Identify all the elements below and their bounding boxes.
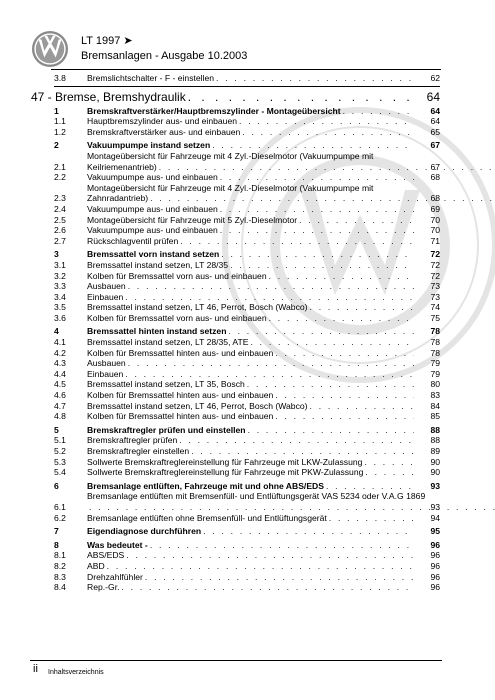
toc-entry-label: Rückschlagventil prüfen — [87, 235, 179, 246]
toc-entry-number: 3 — [54, 249, 59, 260]
toc-entry-page: 96 — [430, 560, 440, 571]
leader-dots — [365, 467, 414, 478]
toc-entry-number: 1.2 — [54, 126, 66, 137]
toc-entry-page: 95 — [430, 526, 440, 537]
toc-entry-label: Bremssattel vorn instand setzen — [87, 249, 220, 260]
toc-entry-label: Kolben für Bremssattel vorn aus- und einbauen — [87, 312, 267, 323]
toc-entry[interactable] — [54, 204, 440, 215]
toc-entry-number: 7 — [54, 526, 59, 537]
toc-entry[interactable] — [54, 550, 440, 561]
toc-entry-page: 74 — [430, 302, 440, 313]
toc-entry[interactable] — [54, 337, 440, 348]
toc-entry-page: 83 — [430, 390, 440, 401]
page-header — [31, 30, 441, 68]
leader-dots — [159, 162, 495, 173]
toc-entry-page: 71 — [430, 235, 440, 246]
toc-entry-number: 4.3 — [54, 358, 66, 369]
toc-entry[interactable] — [54, 435, 440, 446]
toc-entry-page: 69 — [430, 203, 440, 214]
toc-entry-label: ABS/EDS — [87, 550, 125, 561]
leader-dots — [242, 127, 414, 138]
toc-entry-number: 4.4 — [54, 368, 66, 379]
toc-entry-number: 6.2 — [54, 512, 66, 523]
leader-dots — [248, 425, 414, 436]
toc-entry-page: 96 — [430, 582, 440, 593]
leader-dots — [125, 369, 414, 380]
toc-entry-label: Ausbauen — [87, 358, 126, 369]
toc-entry-number: 3.8 — [54, 73, 66, 83]
toc-entry[interactable] — [54, 260, 440, 271]
toc-entry[interactable] — [54, 411, 440, 422]
leader-dots — [220, 225, 414, 236]
toc-entry-number: 5.3 — [54, 456, 66, 467]
toc-entry-page: 68 — [430, 172, 440, 183]
toc-entry-page: 88 — [430, 424, 440, 435]
toc-entry-number: 2.5 — [54, 214, 66, 225]
toc-entry-page: 72 — [430, 249, 440, 260]
toc-entry-number: 4.6 — [54, 390, 66, 401]
toc-entry-number: 2 — [54, 140, 59, 151]
toc-entry-page: 84 — [430, 400, 440, 411]
leader-dots — [326, 481, 414, 492]
toc-entry-page: 72 — [430, 270, 440, 281]
toc-entry-number: 1 — [54, 105, 59, 116]
toc-entry-label: Bremssattel instand setzen, LT 46, Perrot, Bosch (Wabco) — [87, 400, 308, 411]
leader-dots — [269, 271, 414, 282]
toc-entry[interactable] — [54, 379, 440, 390]
leader-dots — [179, 435, 414, 446]
toc-entry[interactable] — [54, 151, 440, 172]
toc-entry-number: 4.1 — [54, 337, 66, 348]
toc-entry[interactable] — [54, 292, 440, 303]
toc-entry-page: 73 — [430, 291, 440, 302]
toc-entry-number: 3.2 — [54, 270, 66, 281]
toc-entry-page: 90 — [430, 456, 440, 467]
toc-entry-page: 93 — [430, 501, 440, 512]
leader-dots — [310, 302, 414, 313]
toc-entry-label: Kolben für Bremssattel vorn aus- und einbauen — [87, 270, 267, 281]
toc-entry[interactable] — [54, 313, 440, 324]
toc-entry-page: 70 — [430, 225, 440, 236]
toc-entry-label: Was bedeutet - — [87, 539, 148, 550]
toc-entry-label: Bremskraftregler einstellen — [87, 446, 190, 456]
toc-entry-label: Kolben für Bremssattel hinten aus- und einbauen — [87, 347, 274, 358]
leader-dots — [212, 140, 414, 151]
toc-entry-label: Bremssattel instand setzen, LT 35, Bosch — [87, 379, 245, 390]
leader-dots — [150, 193, 495, 204]
toc-entry-number: 4.8 — [54, 411, 66, 422]
leader-dots — [150, 540, 414, 551]
header-divider — [51, 69, 441, 70]
toc-entry[interactable] — [54, 249, 440, 260]
leader-dots — [220, 204, 414, 215]
toc-entry-number: 8.3 — [54, 571, 66, 582]
toc-entry[interactable] — [54, 481, 440, 492]
footer-label: Inhaltsverzeichnis — [48, 669, 104, 676]
leader-dots — [275, 390, 414, 401]
toc-entry-number: 4.2 — [54, 347, 66, 358]
toc-entry[interactable] — [54, 526, 440, 537]
leader-dots — [203, 526, 414, 537]
toc-entry-page: 64 — [430, 116, 440, 127]
leader-dots — [220, 172, 414, 183]
toc-entry-number: 3.1 — [54, 259, 66, 270]
leader-dots — [299, 215, 414, 226]
toc-entry[interactable] — [54, 183, 440, 204]
toc-entry-label: Vakuumpumpe aus- und einbauen — [87, 172, 218, 183]
toc-chapter-label: 47 - Bremse, Bremshydraulik — [31, 89, 186, 104]
toc-entry-page: 73 — [430, 281, 440, 292]
toc-entry-number: 2.3 — [54, 193, 66, 204]
leader-dots — [216, 73, 414, 84]
toc-entry-number: 5.1 — [54, 435, 66, 446]
toc-entry-label: Eigendiagnose durchführen — [87, 526, 202, 537]
toc-entry-number: 8.2 — [54, 560, 66, 571]
toc-entry-number: 5 — [54, 424, 59, 435]
toc-entry-number: 1.1 — [54, 116, 66, 127]
toc-entry[interactable] — [54, 127, 440, 138]
toc-entry-label-continued: Zahnradantrieb) — [87, 193, 149, 204]
toc-entry-label: Bremsanlage entlüften ohne Bremsenfüll- und Entlüftungsgerät — [87, 512, 327, 523]
toc-entry[interactable] — [54, 73, 440, 84]
toc-entry-label: Hauptbremszylinder aus- und einbauen — [87, 116, 238, 127]
toc-entry-number: 5.4 — [54, 467, 66, 478]
toc-entry-label-continued: Keilriemenantrieb) — [87, 161, 157, 172]
toc-entry[interactable] — [54, 467, 440, 478]
toc-entry-page: 70 — [430, 214, 440, 225]
toc-entry-label: Sollwerte Bremskraftreglereinstellung für Fahrzeuge mit PKW-Zulassung — [87, 467, 364, 478]
toc-entry-number: 6 — [54, 480, 59, 491]
toc-chapter-heading[interactable] — [31, 90, 440, 105]
toc-entry-number: 3.4 — [54, 291, 66, 302]
leader-dots — [126, 550, 414, 561]
toc-entry-label: Bremssattel hinten instand setzen — [87, 326, 227, 337]
toc-entry-number: 8.1 — [54, 550, 66, 561]
leader-dots — [310, 401, 414, 412]
toc-entry[interactable] — [54, 390, 440, 401]
toc-entry[interactable] — [54, 582, 440, 593]
toc-entry-label: Bremslichtschalter - F - einstellen — [87, 73, 215, 83]
toc-entry-number: 3.3 — [54, 281, 66, 292]
leader-dots — [128, 281, 414, 292]
toc-entry-page: 93 — [430, 480, 440, 491]
toc-entry-label: Bremsanlage entlüften mit Bremsenfüll- und Entlüftungsgerät VAS 5234 oder V.A.G 1869 — [87, 491, 426, 502]
leader-dots — [107, 561, 414, 572]
toc-entry-label: Bremssattel instand setzen, LT 46, Perrot, Bosch (Wabco) — [87, 302, 308, 313]
toc-entry-label: Bremsanlage entlüften, Fahrzeuge mit und ohne ABS/EDS — [87, 480, 324, 491]
toc-entry[interactable] — [54, 540, 440, 551]
chapter-divider — [54, 86, 440, 87]
toc-entry[interactable] — [54, 302, 440, 313]
toc-entry-label: Bremskraftregler prüfen — [87, 435, 178, 446]
toc-entry[interactable] — [54, 446, 440, 457]
toc-entry-page: 78 — [430, 347, 440, 358]
toc-entry[interactable] — [54, 116, 440, 127]
toc-entry-label: Bremskraftregler prüfen und einstellen — [87, 424, 246, 435]
toc-entry[interactable] — [54, 425, 440, 436]
toc-entry-number: 3.6 — [54, 312, 66, 323]
toc-entry-number: 2.2 — [54, 172, 66, 183]
toc-entry-label: Einbauen — [87, 291, 124, 302]
leader-dots — [180, 236, 414, 247]
toc-entry-label: Montageübersicht für Fahrzeuge mit 4 Zyl.-Dieselmotor (Vakuumpumpe mit — [87, 182, 374, 193]
toc-entry-number: 2.7 — [54, 235, 66, 246]
toc-entry-number: 4 — [54, 326, 59, 337]
leader-dots — [145, 572, 414, 583]
toc-entry-label: Montageübersicht für Fahrzeuge mit 4 Zyl.-Dieselmotor (Vakuumpumpe mit — [87, 150, 374, 161]
leader-dots — [250, 337, 414, 348]
toc-entry-label: Ausbauen — [87, 281, 126, 292]
leader-dots — [275, 348, 414, 359]
toc-entry-number: 4.7 — [54, 400, 66, 411]
toc-entry-page: 96 — [430, 571, 440, 582]
leader-dots — [191, 446, 414, 457]
toc-entry-number: 6.1 — [54, 501, 66, 512]
toc-entry-label: ABD — [87, 560, 105, 571]
toc-entry[interactable] — [54, 271, 440, 282]
toc-entry-page: 80 — [430, 379, 440, 390]
leader-dots — [275, 411, 414, 422]
toc-entry-page: 78 — [430, 337, 440, 348]
toc-entry[interactable] — [54, 348, 440, 359]
leader-dots — [329, 513, 414, 524]
toc-entry-label: Montageübersicht für Fahrzeuge mit 5 Zyl.-Dieselmotor — [87, 214, 298, 225]
toc-entry[interactable] — [54, 236, 440, 247]
toc-entry[interactable] — [54, 326, 440, 337]
toc-entry-label: Bremssattel instand setzen, LT 28/35, ATE — [87, 337, 249, 348]
leader-dots — [269, 313, 414, 324]
toc-entry-page: 96 — [430, 550, 440, 561]
toc-entry-page: 79 — [430, 368, 440, 379]
leader-dots — [247, 379, 414, 390]
toc-entry[interactable] — [54, 561, 440, 572]
toc-entry[interactable] — [54, 106, 440, 117]
leader-dots — [230, 260, 414, 271]
toc-entry-label: Bremskraftverstärker aus- und einbauen — [87, 126, 241, 137]
toc-entry[interactable] — [54, 491, 440, 512]
leader-dots — [221, 249, 414, 260]
toc-entry[interactable] — [54, 140, 440, 151]
toc-entry-page: 62 — [430, 73, 440, 83]
toc-entry-label: Vakuumpumpe aus- und einbauen — [87, 203, 218, 214]
toc-entry-number: 2.1 — [54, 161, 66, 172]
toc-entry-page: 79 — [430, 358, 440, 369]
toc-entry[interactable] — [54, 369, 440, 380]
document-subtitle: Bremsanlagen - Ausgabe 10.2003 — [81, 50, 248, 62]
toc-entry-page: 68 — [430, 193, 440, 204]
toc-chapter-page: 64 — [426, 89, 440, 104]
toc-entry-number: 8.4 — [54, 582, 66, 593]
toc-entry[interactable] — [54, 358, 440, 369]
toc-entry-page: 89 — [430, 446, 440, 456]
toc-entry-number: 4.5 — [54, 379, 66, 390]
toc-entry-page: 96 — [430, 539, 440, 550]
toc-entry-label: Vakuumpumpe instand setzen — [87, 140, 211, 151]
toc-entry[interactable] — [54, 513, 440, 524]
toc-entry-number: 2.4 — [54, 203, 66, 214]
toc-entry[interactable] — [54, 281, 440, 292]
toc-entry-label: Kolben für Bremssattel hinten aus- und einbauen — [87, 411, 274, 422]
toc-entry[interactable] — [54, 457, 440, 468]
leader-dots — [121, 582, 414, 593]
toc-entry-page: 65 — [430, 126, 440, 137]
toc-entry-page: 88 — [430, 435, 440, 446]
leader-dots — [343, 106, 414, 117]
toc-entry-label: Vakuumpumpe aus- und einbauen — [87, 225, 218, 236]
toc-entry-label: Bremssattel instand setzen, LT 28/35 — [87, 259, 229, 270]
leader-dots — [188, 90, 414, 105]
table-of-contents — [31, 73, 440, 593]
toc-entry[interactable] — [54, 215, 440, 226]
toc-entry-page: 78 — [430, 326, 440, 337]
toc-entry-label: Rep.-Gr. — [87, 582, 120, 593]
toc-entry[interactable] — [54, 401, 440, 412]
toc-entry-page: 64 — [430, 105, 440, 116]
toc-entry-label: Kolben für Bremssattel hinten aus- und einbauen — [87, 390, 274, 401]
toc-entry-page: 72 — [430, 259, 440, 270]
toc-entry[interactable] — [54, 172, 440, 183]
document-title: LT 1997 ➤ — [81, 35, 133, 47]
toc-entry-page: 75 — [430, 312, 440, 323]
toc-entry[interactable] — [54, 225, 440, 236]
vw-logo-icon — [31, 30, 69, 68]
footer-divider — [30, 660, 442, 661]
toc-entry-number: 2.6 — [54, 225, 66, 236]
toc-entry[interactable] — [54, 572, 440, 583]
leader-dots — [228, 326, 414, 337]
toc-entry-label: Bremskraftverstärker/Hauptbremszylinder - Montageübersicht — [87, 105, 341, 116]
toc-entry-page: 67 — [430, 161, 440, 172]
toc-entry-number: 5.2 — [54, 446, 66, 456]
toc-entry-page: 67 — [430, 140, 440, 151]
toc-entry-page: 90 — [430, 467, 440, 478]
leader-dots — [128, 358, 414, 369]
toc-entry-page: 85 — [430, 411, 440, 422]
toc-entry-page: 94 — [430, 512, 440, 523]
footer-page-number: ii — [33, 663, 38, 675]
toc-entry-label: Einbauen — [87, 368, 124, 379]
leader-dots — [125, 292, 414, 303]
leader-dots — [364, 457, 414, 468]
toc-entry-number: 8 — [54, 539, 59, 550]
leader-dots — [239, 116, 414, 127]
toc-entry-label: Sollwerte Bremskraftreglereinstellung für Fahrzeuge mit LKW-Zulassung — [87, 456, 363, 467]
toc-entry-label: Drehzahlfühler — [87, 571, 143, 582]
toc-entry-number: 3.5 — [54, 302, 66, 313]
